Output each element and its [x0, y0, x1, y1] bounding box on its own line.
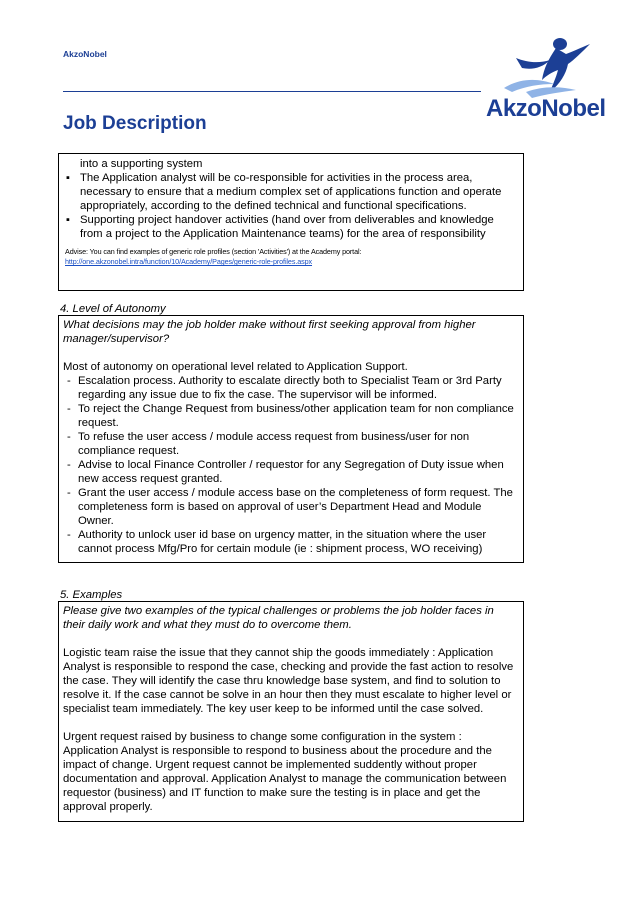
list-item: ▪ Supporting project handover activities (hand over from deliverables and knowledge from a project to the Application Maintenance teams) for the area of responsibility	[65, 213, 517, 241]
example-1-text: Logistic team raise the issue that they cannot ship the goods immediately : Application Analyst is responsible to respond the case, checking and provide the fast action to resolve the case. They will identify the case thru knowledge base system, and find to solution to resolve it. If the case cannot be solve in an hour then they must escalate to higher level or specialist team immediately. The key user keep to be informed until the case solved.	[63, 647, 514, 715]
academy-portal-link[interactable]: http://one.akzonobel.intra/function/10/Academy/Pages/generic-role-profiles.aspx	[65, 257, 313, 266]
autonomy-question: What decisions may the job holder make without first seeking approval from higher manager/supervisor?	[63, 319, 476, 345]
list-item: - To refuse the user access / module access request from business/user for non compliance request.	[63, 430, 518, 458]
list-item: - Escalation process. Authority to escalate directly both to Specialist Team or 3rd Party regarding any issue due to fix the case. The supervisor will be informed.	[63, 374, 518, 402]
advise-note: Advise: You can find examples of generic role profiles (section 'Activities') at the Academy portal:	[65, 247, 362, 256]
list-item: - To reject the Change Request from business/other application team for non compliance request.	[63, 402, 518, 430]
list-item: - Advise to local Finance Controller / requestor for any Segregation of Duty issue when new access request granted.	[63, 458, 518, 486]
list-item: ▪ The Application analyst will be co-responsible for activities in the process area, necessary to ensure that a medium complex set of applications function and operate appropriately, according to the defined technical and functional specifications.	[65, 171, 517, 213]
responsibilities-continued-box	[58, 153, 524, 291]
level-of-autonomy-box	[58, 315, 524, 563]
list-item: - Grant the user access / module access base on the completeness of form request. The completeness form is based on approval of user’s Department Head and Module Owner.	[63, 486, 518, 528]
examples-question: Please give two examples of the typical challenges or problems the job holder faces in their daily work and what they must do to overcome them.	[63, 605, 494, 631]
list-item: - Authority to unlock user id base on urgency matter, in the situation where the user cannot process Mfg/Pro for certain module (ie : shipment process, WO receiving)	[63, 528, 518, 556]
header-divider	[63, 91, 481, 92]
autonomy-list	[63, 374, 518, 556]
autonomy-intro: Most of autonomy on operational level related to Application Support.	[63, 361, 408, 373]
header-company-name: AkzoNobel	[63, 49, 107, 59]
akzonobel-logo-wordmark: AkzoNobel	[486, 95, 606, 122]
page-title: Job Description	[63, 113, 207, 134]
responsibility-list	[65, 171, 517, 241]
continuation-text: into a supporting system	[80, 158, 203, 170]
example-2-text: Urgent request raised by business to change some configuration in the system : Application Analyst is responsible to respond to business about the procedure and the impact of change. Urgent request cannot be implemented suddently without proper documentation and approval. Application Analyst to manage the communication between requestor (business) and IT function to make sure the testing is in place and get the approval properly.	[63, 731, 507, 813]
section-4-heading: 4. Level of Autonomy	[60, 303, 166, 315]
examples-box	[58, 601, 524, 822]
section-5-heading: 5. Examples	[60, 589, 123, 601]
